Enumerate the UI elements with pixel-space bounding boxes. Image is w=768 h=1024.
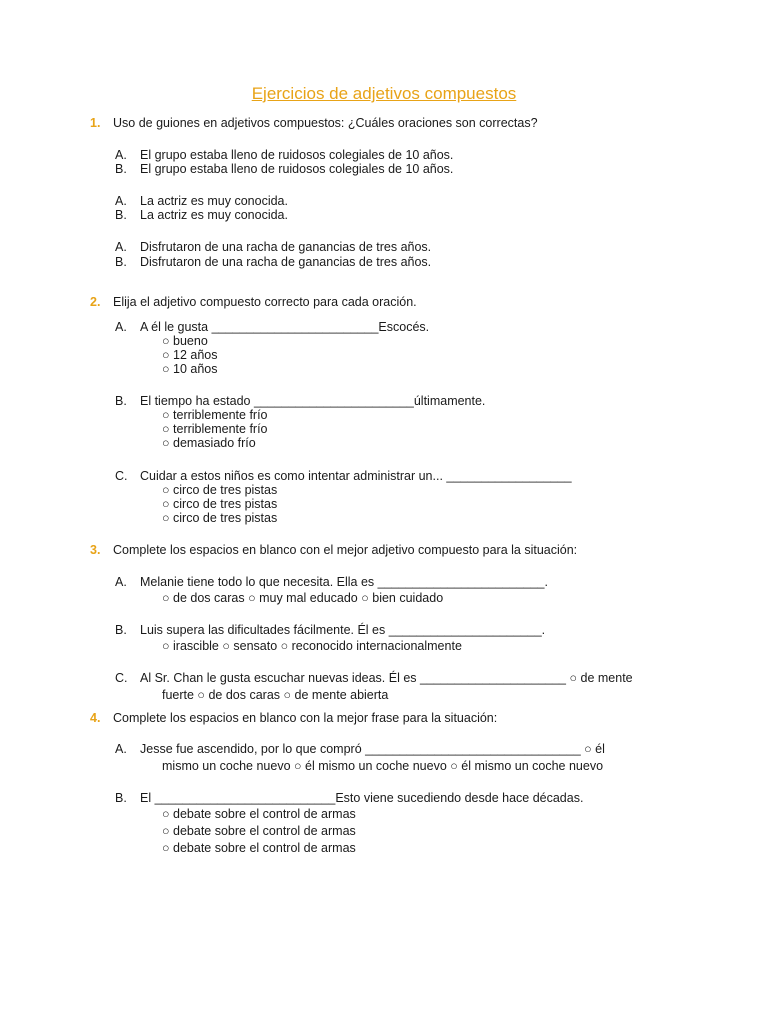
- answer-line: [115, 240, 431, 254]
- answer-text: El grupo estaba lleno de ruidosos colegiales de 10 años.: [140, 148, 454, 162]
- option-row[interactable]: mismo un coche nuevo ○ él mismo un coche nuevo ○ él mismo un coche nuevo: [162, 759, 604, 773]
- answer-text: El tiempo ha estado _______________________últimamente.: [140, 394, 486, 408]
- answer-line: [115, 194, 288, 208]
- answer-line: [115, 148, 453, 162]
- option[interactable]: ○ circo de tres pistas: [162, 483, 278, 497]
- question-text: Complete los espacios en blanco con el mejor adjetivo compuesto para la situación:: [113, 543, 578, 557]
- question-number: 1.: [90, 116, 101, 130]
- question-1: [90, 116, 538, 130]
- answer-text: El __________________________Esto viene sucediendo desde hace décadas.: [140, 791, 584, 805]
- answer-text: La actriz es muy conocida.: [140, 194, 288, 208]
- answer-text: Luis supera las dificultades fácilmente. Él es ______________________.: [140, 623, 546, 637]
- question-4: [90, 711, 497, 725]
- answer-label: B.: [115, 208, 127, 222]
- answer-text: Disfrutaron de una racha de ganancias de tres años.: [140, 255, 432, 269]
- answer-label: B.: [115, 791, 127, 805]
- answer-line: [115, 320, 429, 334]
- option[interactable]: ○ debate sobre el control de armas: [162, 824, 356, 838]
- option[interactable]: ○ circo de tres pistas: [162, 511, 278, 525]
- answer-line: [115, 255, 431, 269]
- question-number: 3.: [90, 543, 101, 557]
- option[interactable]: ○ bueno: [162, 334, 208, 348]
- question-2: [90, 295, 417, 309]
- answer-label: A.: [115, 320, 127, 334]
- answer-text: Melanie tiene todo lo que necesita. Ella es ________________________.: [140, 575, 548, 589]
- option-row[interactable]: ○ irascible ○ sensato ○ reconocido internacionalmente: [162, 639, 462, 653]
- option[interactable]: ○ 12 años: [162, 348, 218, 362]
- answer-text: Disfrutaron de una racha de ganancias de tres años.: [140, 240, 432, 254]
- answer-label: B.: [115, 394, 127, 408]
- answer-label: A.: [115, 575, 127, 589]
- answer-label: B.: [115, 255, 127, 269]
- question-number: 4.: [90, 711, 101, 725]
- answer-label: C.: [115, 671, 128, 685]
- answer-text: Al Sr. Chan le gusta escuchar nuevas ideas. Él es _____________________ ○ de mente: [140, 671, 633, 685]
- answer-label: A.: [115, 240, 127, 254]
- answer-line: [115, 208, 288, 222]
- option[interactable]: ○ terriblemente frío: [162, 408, 268, 422]
- answer-line: [115, 162, 453, 176]
- option[interactable]: ○ debate sobre el control de armas: [162, 841, 356, 855]
- answer-text: La actriz es muy conocida.: [140, 208, 288, 222]
- question-text: Elija el adjetivo compuesto correcto para cada oración.: [113, 295, 417, 309]
- option[interactable]: ○ demasiado frío: [162, 436, 256, 450]
- question-text: Complete los espacios en blanco con la mejor frase para la situación:: [113, 711, 498, 725]
- option[interactable]: ○ debate sobre el control de armas: [162, 807, 356, 821]
- answer-label: B.: [115, 623, 127, 637]
- answer-label: A.: [115, 194, 127, 208]
- answer-line: [115, 394, 485, 408]
- answer-line: [115, 575, 548, 589]
- answer-line: [115, 671, 633, 685]
- answer-line: [115, 623, 545, 637]
- question-3: [90, 543, 577, 557]
- answer-line: [115, 791, 583, 805]
- page-title: Ejercicios de adjetivos compuestos: [251, 84, 517, 103]
- answer-line: [115, 742, 605, 756]
- option-row[interactable]: ○ de dos caras ○ muy mal educado ○ bien cuidado: [162, 591, 444, 605]
- question-number: 2.: [90, 295, 101, 309]
- answer-text: A él le gusta ________________________Escocés.: [140, 320, 430, 334]
- answer-label: B.: [115, 162, 127, 176]
- option[interactable]: ○ 10 años: [162, 362, 218, 376]
- answer-label: C.: [115, 469, 128, 483]
- question-text: Uso de guiones en adjetivos compuestos: ¿Cuáles oraciones son correctas?: [113, 116, 538, 130]
- option[interactable]: ○ terriblemente frío: [162, 422, 268, 436]
- answer-label: A.: [115, 148, 127, 162]
- answer-label: A.: [115, 742, 127, 756]
- answer-text: Jesse fue ascendido, por lo que compró _______________________________ ○ él: [140, 742, 605, 756]
- answer-text: Cuidar a estos niños es como intentar administrar un... __________________: [140, 469, 572, 483]
- answer-text: El grupo estaba lleno de ruidosos colegiales de 10 años.: [140, 162, 454, 176]
- option[interactable]: ○ circo de tres pistas: [162, 497, 278, 511]
- option-row[interactable]: fuerte ○ de dos caras ○ de mente abierta: [162, 688, 389, 702]
- answer-line: [115, 469, 572, 483]
